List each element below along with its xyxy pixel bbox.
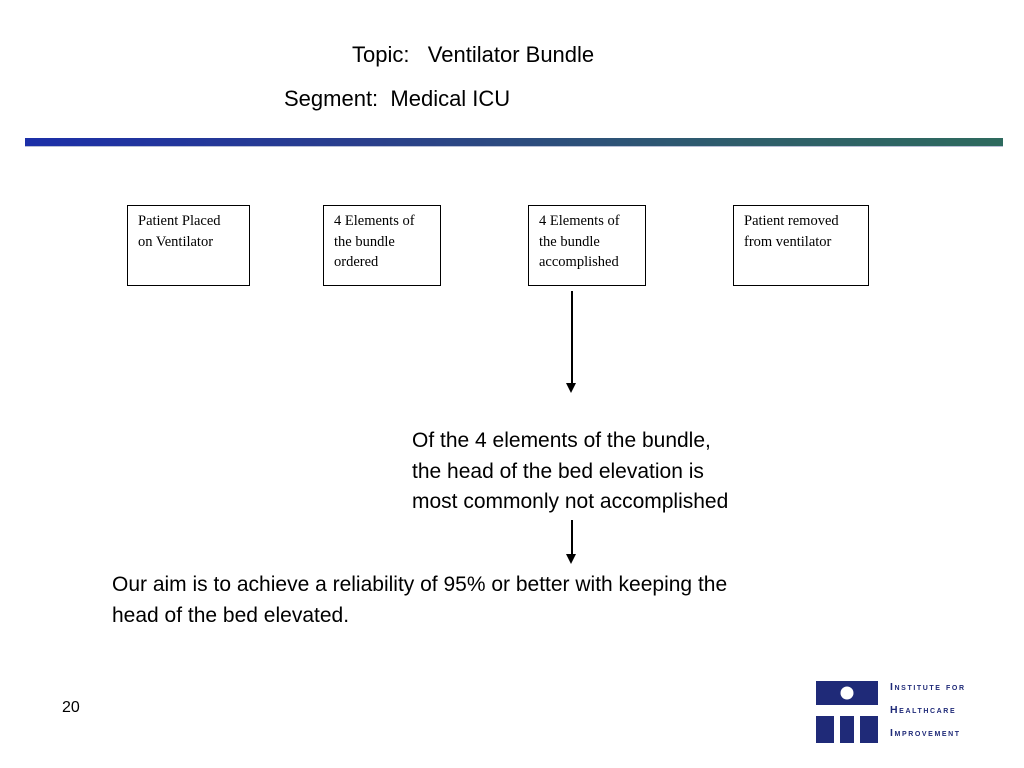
aim-line: head of the bed elevated.	[112, 603, 350, 627]
page-number: 20	[62, 699, 80, 716]
logo-text-line: Improvement	[890, 727, 961, 739]
box-line: 4 Elements of	[539, 213, 620, 229]
box-line: ordered	[334, 254, 379, 270]
arrow-to-aim-line	[571, 520, 573, 556]
box-line: accomplished	[539, 254, 619, 270]
arrow-to-finding-line	[571, 291, 573, 383]
logo-text-line: Healthcare	[890, 704, 957, 716]
header-divider	[25, 138, 1003, 146]
arrow-to-finding-head	[566, 383, 576, 393]
box-line: 4 Elements of	[334, 213, 415, 229]
finding-line: Of the 4 elements of the bundle,	[412, 429, 711, 452]
box-line: on Ventilator	[138, 233, 214, 250]
flow-box-elements-ordered	[323, 205, 441, 286]
box-line: the bundle	[539, 233, 600, 250]
arrow-to-aim-head	[566, 554, 576, 564]
flow-box-elements-accomplished	[528, 205, 646, 286]
slide-topic: Topic: Ventilator Bundle	[352, 42, 595, 67]
finding-line: the head of the bed elevation is	[412, 459, 704, 483]
ihi-logo-mark-icon	[816, 681, 878, 743]
flow-box-removed-from-ventilator	[733, 205, 869, 286]
slide-segment: Segment: Medical ICU	[284, 86, 511, 111]
box-line: from ventilator	[744, 233, 832, 250]
box-line: Patient removed	[744, 213, 839, 229]
flow-box-placed-on-ventilator	[127, 205, 250, 286]
ihi-logo	[816, 681, 996, 743]
aim-statement	[112, 570, 912, 631]
finding-line: most commonly not accomplished	[412, 490, 729, 513]
aim-line: Our aim is to achieve a reliability of 95% or better with keeping the	[112, 573, 728, 596]
logo-text-line: Institute for	[890, 681, 966, 693]
box-line: the bundle	[334, 233, 395, 250]
box-line: Patient Placed	[138, 213, 221, 229]
finding-text	[412, 426, 852, 518]
